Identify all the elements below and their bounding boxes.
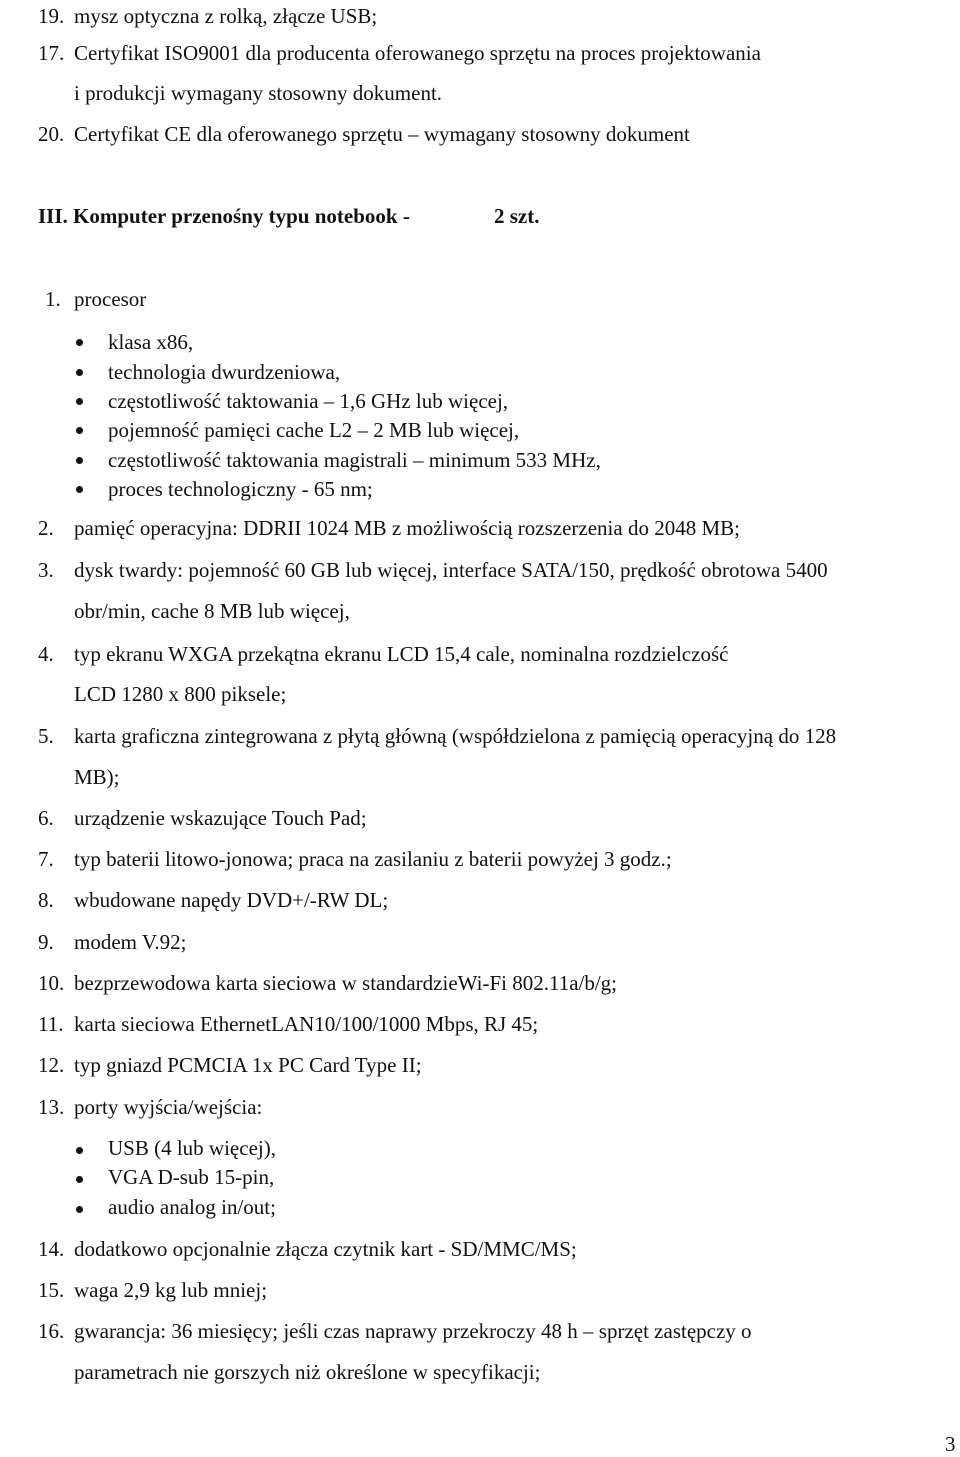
item-number: 12. [38,1053,65,1077]
item-number: 4. [38,642,54,666]
item-text: karta graficzna zintegrowana z płytą główną (współdzielona z pamięcią operacyjną do 128 [74,724,837,748]
bullet-icon [76,398,83,405]
item-text: urządzenie wskazujące Touch Pad; [74,806,367,830]
item-number: 3. [38,558,54,582]
bullet-icon [76,339,83,346]
bullet-text: częstotliwość taktowania magistrali – minimum 533 MHz, [108,448,601,472]
item-text-continued: parametrach nie gorszych niż określone w specyfikacji; [74,1360,541,1384]
item-text: Certyfikat ISO9001 dla producenta oferowanego sprzętu na proces projektowania [74,41,761,65]
bullet-icon [76,1206,83,1213]
item-text: bezprzewodowa karta sieciowa w standardzieWi-Fi 802.11a/b/g; [74,971,618,995]
bullet-text: pojemność pamięci cache L2 – 2 MB lub więcej, [108,418,520,442]
item-number: 5. [38,724,54,748]
item-number: 8. [38,888,54,912]
item-number: 11. [38,1012,64,1036]
section-title: III. Komputer przenośny typu notebook - [38,204,410,228]
item-text: procesor [74,287,147,311]
item-number: 7. [38,847,54,871]
item-text: typ baterii litowo-jonowa; praca na zasilaniu z baterii powyżej 3 godz.; [74,847,672,871]
item-number: 17. [38,41,65,65]
bullet-text: USB (4 lub więcej), [108,1136,276,1160]
bullet-icon [76,369,83,376]
bullet-icon [76,486,83,493]
item-text: wbudowane napędy DVD+/-RW DL; [74,888,389,912]
item-text: typ gniazd PCMCIA 1x PC Card Type II; [74,1053,422,1077]
item-number: 16. [38,1319,65,1343]
item-number: 15. [38,1278,65,1302]
bullet-icon [76,457,83,464]
bullet-text: VGA D-sub 15-pin, [108,1165,275,1189]
item-text-continued: LCD 1280 x 800 piksele; [74,682,287,706]
item-number: 9. [38,930,54,954]
item-text: Certyfikat CE dla oferowanego sprzętu – wymagany stosowny dokument [74,122,690,146]
bullet-text: proces technologiczny - 65 nm; [108,477,373,501]
item-number: 19. [38,4,65,28]
bullet-text: klasa x86, [108,330,194,354]
item-text: pamięć operacyjna: DDRII 1024 MB z możliwością rozszerzenia do 2048 MB; [74,516,740,540]
item-text: typ ekranu WXGA przekątna ekranu LCD 15,4 cale, nominalna rozdzielczość [74,642,729,666]
item-text-continued: obr/min, cache 8 MB lub więcej, [74,599,350,623]
item-number: 2. [38,516,54,540]
item-text-continued: i produkcji wymagany stosowny dokument. [74,81,443,105]
item-text-continued: MB); [74,765,120,789]
item-number: 10. [38,971,65,995]
item-text: mysz optyczna z rolką, złącze USB; [74,4,378,28]
item-number: 13. [38,1095,65,1119]
bullet-icon [76,1176,83,1183]
item-text: modem V.92; [74,930,187,954]
bullet-icon [76,1147,83,1154]
item-text: porty wyjścia/wejścia: [74,1095,263,1119]
item-number: 14. [38,1237,65,1261]
bullet-text: technologia dwurdzeniowa, [108,360,341,384]
item-text: gwarancja: 36 miesięcy; jeśli czas naprawy przekroczy 48 h – sprzęt zastępczy o [74,1319,752,1343]
bullet-text: częstotliwość taktowania – 1,6 GHz lub więcej, [108,389,509,413]
bullet-icon [76,427,83,434]
item-text: karta sieciowa EthernetLAN10/100/1000 Mbps, RJ 45; [74,1012,539,1036]
bullet-text: audio analog in/out; [108,1195,276,1219]
page-number: 3 [945,1432,956,1456]
item-text: dodatkowo opcjonalnie złącza czytnik kart - SD/MMC/MS; [74,1237,577,1261]
item-text: waga 2,9 kg lub mniej; [74,1278,268,1302]
item-number: 1. [45,287,61,311]
item-number: 20. [38,122,65,146]
section-quantity: 2 szt. [494,204,540,228]
item-text: dysk twardy: pojemność 60 GB lub więcej, interface SATA/150, prędkość obrotowa 5400 [74,558,828,582]
item-number: 6. [38,806,54,830]
